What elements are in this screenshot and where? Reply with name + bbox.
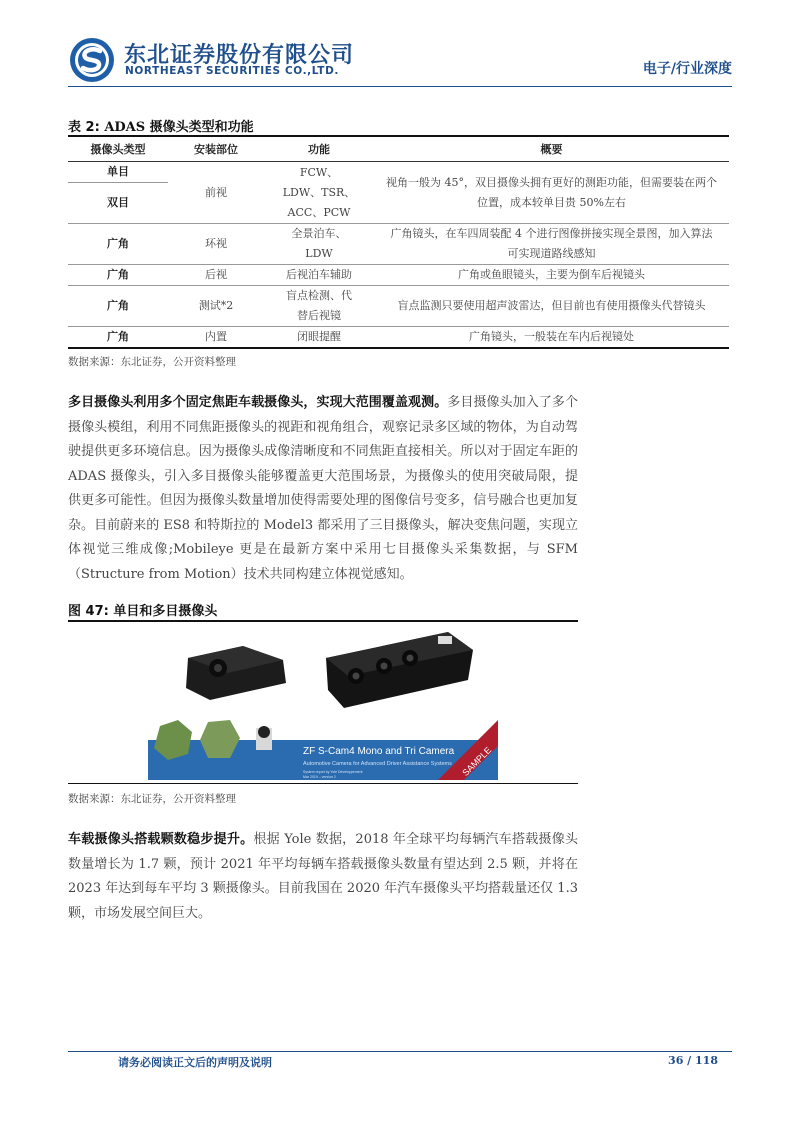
camera-product-illustration	[148, 628, 498, 780]
table-row	[68, 286, 729, 327]
cell-position: 前视	[168, 162, 264, 224]
figure-source-note: 数据来源：东北证券，公开资料整理	[68, 793, 236, 805]
figure-caption-prefix: 图 47:	[68, 604, 109, 619]
table-caption	[68, 116, 254, 135]
table-row	[68, 327, 729, 349]
cell-type: 广角	[68, 286, 168, 327]
table-row	[68, 224, 729, 265]
cell-summary: 盲点监测只要使用超声波雷达，但目前也有使用摄像头代替镜头	[374, 286, 729, 327]
table-row	[68, 162, 729, 183]
figure-bottom-divider	[68, 783, 578, 784]
cell-type: 广角	[68, 327, 168, 349]
table-source-note: 数据来源：东北证券，公开资料整理	[68, 356, 236, 368]
table-row	[68, 265, 729, 286]
cell-function: 全景泊车、LDW	[264, 224, 374, 265]
header-divider	[68, 86, 732, 87]
col-header-type: 摄像头类型	[68, 136, 168, 162]
cell-type: 双目	[68, 183, 168, 224]
cell-type: 广角	[68, 224, 168, 265]
cell-position: 环视	[168, 224, 264, 265]
table-caption-title: ADAS 摄像头类型和功能	[104, 120, 254, 135]
paragraph-multi-camera	[68, 391, 578, 587]
cell-function: 后视泊车辅助	[264, 265, 374, 286]
paragraph-body: 多目摄像头加入了多个摄像头模组，利用不同焦距摄像头的视距和视角组合，观察记录多区域的物体，为自动驾驶提供更多环境信息。因为摄像头成像清晰度和不同焦距直接相关。所以对于固定车距的 ADAS 摄像头，引入多目摄像头能够覆盖更大范围场景，为摄像头的使用突破局限，提供更多可能性。但因为摄像头数量增加使得需要处理的图像信号变多，信号融合也更加复杂。目前蔚来的 ES8 和特斯拉的 Model3 都采用了三目摄像头，解决变焦问题，实现立体视觉三维成像;Mobileye 更是在最新方案中采用七目摄像头采集数据，与 SFM（Structure from Motion）技术共同构建立体视觉感知。	[68, 395, 578, 582]
svg-text:ZF S-Cam4 Mono and Tri Camera: ZF S-Cam4 Mono and Tri Camera	[303, 746, 455, 757]
svg-text:SAMPLE: SAMPLE	[460, 745, 494, 778]
page-number: 36 / 118	[668, 1054, 718, 1067]
cell-position: 后视	[168, 265, 264, 286]
cell-position: 测试*2	[168, 286, 264, 327]
brand-name-en: NORTHEAST SECURITIES CO.,LTD.	[125, 65, 339, 77]
page-header	[68, 36, 732, 84]
paragraph-lead: 车载摄像头搭载颗数稳步提升。	[68, 832, 254, 847]
cell-function: 盲点检测、代替后视镜	[264, 286, 374, 327]
cell-function: 闭眼提醒	[264, 327, 374, 349]
mono-camera-icon	[186, 646, 286, 700]
table-caption-prefix: 表 2:	[68, 120, 100, 135]
disclaimer-note: 请务必阅读正文后的声明及说明	[118, 1056, 272, 1069]
figure-caption-title: 单目和多目摄像头	[113, 604, 218, 619]
figure-caption	[68, 600, 217, 619]
camera-figure-image	[148, 628, 498, 780]
paragraph-camera-count	[68, 828, 578, 926]
cell-type: 广角	[68, 265, 168, 286]
cell-function: FCW、LDW、TSR、ACC、PCW	[264, 162, 374, 224]
cell-type: 单目	[68, 162, 168, 183]
section-tag: 电子/行业深度	[642, 61, 732, 77]
figure-top-divider	[68, 620, 578, 622]
svg-text:Automotive Camera for Advanced: Automotive Camera for Advanced Driver Assistance Systems	[303, 761, 452, 767]
brand-name-cn: 东北证券股份有限公司	[124, 43, 355, 68]
col-header-function: 功能	[264, 136, 374, 162]
col-header-position: 安装部位	[168, 136, 264, 162]
paragraph-body: 根据 Yole 数据，2018 年全球平均每辆汽车搭载摄像头数量增长为 1.7 颗，预计 2021 年平均每辆车搭载摄像头数量有望达到 2.5 颗，并将在 2023 年达到每车平均 3 颗摄像头。目前我国在 2020 年汽车摄像头平均搭载量还仅 1.3 颗，市场发展空间巨大。	[68, 832, 578, 921]
svg-text:System report by Yole Développ: System report by Yole Développement	[303, 770, 363, 774]
cell-summary: 视角一般为 45°，双目摄像头拥有更好的测距功能，但需要装在两个位置，成本较单目贵 50%左右	[374, 162, 729, 224]
tri-camera-icon	[326, 632, 473, 708]
svg-text:Mar 2019 – version 2: Mar 2019 – version 2	[303, 775, 336, 779]
cell-summary: 广角镜头，一般装在车内后视镜处	[374, 327, 729, 349]
paragraph-lead: 多目摄像头利用多个固定焦距车载摄像头，实现大范围覆盖观测。	[68, 395, 448, 410]
footer-divider	[68, 1051, 732, 1052]
cell-summary: 广角或鱼眼镜头，主要为倒车后视镜头	[374, 265, 729, 286]
adas-camera-table	[68, 135, 729, 349]
cell-position: 内置	[168, 327, 264, 349]
table-header-row	[68, 136, 729, 162]
col-header-summary: 概要	[374, 136, 729, 162]
company-logo-icon	[68, 36, 116, 84]
cell-summary: 广角镜头，在车四周装配 4 个进行图像拼接实现全景图，加入算法可实现道路线感知	[374, 224, 729, 265]
